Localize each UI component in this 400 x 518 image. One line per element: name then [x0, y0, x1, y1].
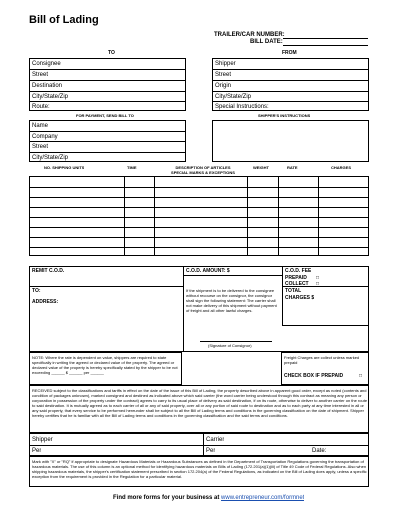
from-shipper-row[interactable] — [213, 59, 368, 69]
grid-row-line — [30, 237, 368, 238]
to-box — [29, 58, 186, 111]
from-special-row[interactable] — [213, 101, 368, 111]
to-city-row[interactable] — [30, 91, 185, 101]
remit-cod-label: REMIT C.O.D. — [32, 268, 65, 274]
pay-city-label: City/State/Zip — [32, 155, 69, 161]
grid-col-divider — [318, 177, 319, 255]
pay-street-label: Street — [32, 144, 49, 150]
note-box — [29, 352, 182, 385]
to-route-row[interactable] — [30, 101, 185, 111]
cod-hline — [282, 325, 369, 326]
pay-street-row[interactable] — [30, 141, 185, 152]
to-destination-label: Destination — [32, 83, 63, 89]
col-rate: RATE — [287, 165, 298, 170]
from-heading: FROM — [282, 50, 297, 56]
grid-row-line — [30, 197, 368, 198]
from-street-label: Street — [215, 72, 232, 78]
page-title: Bill of Lading — [29, 14, 99, 26]
from-origin-label: Origin — [215, 83, 232, 89]
consignor-text: If the shipment is to be delivered to the consignee without recourse on the consignor, the consignor shall sign the following statement: The carrier shall not make delivery of this shipment without payment of freight and all other lawful charges. — [186, 288, 277, 313]
freight-text: Freight Charges are collect unless marked prepaid — [284, 355, 360, 365]
col-description: DESCRIPTION OF ARTICLES SPECIAL MARKS & EXCEPTIONS — [171, 165, 235, 175]
grid-col-divider — [247, 177, 248, 255]
sig-hline — [30, 445, 368, 446]
per-shipper-label: Per — [32, 448, 42, 454]
col-units: NO. SHIPPING UNITS — [44, 165, 85, 170]
collect-checkbox[interactable]: □ — [316, 281, 320, 287]
grid-row-line — [30, 217, 368, 218]
check-box-prepaid-box[interactable]: □ — [359, 373, 363, 379]
footer — [113, 494, 304, 502]
signature-box — [29, 433, 369, 456]
cod-amount-label: C.O.D. AMOUNT: $ — [186, 268, 230, 274]
footer-link[interactable]: www.entrepreneur.com/formnet — [221, 495, 305, 501]
to-street-row[interactable] — [30, 69, 185, 80]
address-label: ADDRESS: — [32, 299, 59, 305]
to-heading: TO — [108, 50, 115, 56]
from-city-row[interactable] — [213, 91, 368, 101]
trailer-field[interactable] — [283, 38, 368, 39]
consignor-signature-line[interactable] — [200, 341, 272, 342]
carrier-sig-label: Carrier — [206, 437, 225, 443]
date-sig-label: Date: — [312, 448, 327, 454]
pay-company-label: Company — [32, 134, 58, 140]
to-label: TO: — [32, 288, 41, 294]
col-weight: WEIGHT — [253, 165, 269, 170]
shipper-instructions-heading: SHIPPER'S INSTRUCTIONS — [258, 113, 311, 118]
col-charges: CHARGES — [331, 165, 352, 170]
pay-city-row[interactable] — [30, 152, 185, 162]
footer-text: Find more forms for your business at — [113, 495, 222, 501]
payment-heading: FOR PAYMENT, SEND BILL TO — [76, 113, 134, 118]
col-time: TIME — [127, 165, 137, 170]
to-route-label: Route: — [32, 104, 50, 110]
to-consignee-row[interactable] — [30, 59, 185, 69]
grid-row-line — [30, 187, 368, 188]
trailer-label: TRAILER/CAR NUMBER: — [214, 32, 285, 38]
grid-row-line — [30, 247, 368, 248]
shipper-sig-label: Shipper — [32, 437, 53, 443]
collect-label: COLLECT — [285, 281, 309, 287]
cod-section — [29, 266, 369, 352]
from-shipper-label: Shipper — [215, 61, 236, 67]
per-carrier-label: Per — [206, 448, 216, 454]
received-text: RECEIVED subject to the classifications and tariffs in effect on the date of the issue of this Bill of Lading, the property described above in apparent good order, except as noted (contents and condition of packages unknown), marked consigned and destined as indicated above which said carrier (the word carrier being understood through this contract as meaning any person or corporation in possession of the property under the contract) agrees to carry to its usual place of delivery as said destination, if on its route, otherwise to deliver to another carrier on the route to said destination. It is mutually agreed as to each carrier of all or any of said property, over all or any portion of said route to destination and as to each party at any time interested in all or any said property, that every service to be performed hereunder shall be subject to all the Bill of Lading terms and conditions in the governing classification on the date of shipment. Shipper hereby certifies that he is familiar with all the Bill of Lading terms and conditions in the governing classification and the said terms and conditions. — [32, 388, 368, 418]
items-grid — [29, 176, 369, 256]
prepaid-label: PREPAID — [285, 275, 307, 281]
to-street-label: Street — [32, 72, 49, 78]
from-street-row[interactable] — [213, 69, 368, 80]
total-charges-label: TOTAL CHARGES $ — [285, 288, 315, 301]
cod-address-field[interactable] — [60, 289, 178, 319]
check-box-prepaid-label: CHECK BOX IF PREPAID — [284, 373, 344, 379]
to-consignee-label: Consignee — [32, 61, 61, 67]
date-label: BILL DATE: — [250, 39, 283, 45]
from-special-label: Special Instructions: — [215, 104, 269, 110]
consignor-signature-caption: (Signature of Consignor) — [208, 343, 252, 348]
prepaid-checkbox[interactable]: □ — [316, 275, 320, 281]
pay-company-row[interactable] — [30, 131, 185, 141]
grid-row-line — [30, 207, 368, 208]
from-city-label: City/State/Zip — [215, 94, 252, 100]
note-text: NOTE: Where the rate is dependent on value, shippers are required to state specifically in writing the agreed or declared value of the property. The agreed or declared value of the property is hereby specifically stated by the shipper to be not exceeding ______ $ ______ per ______ — [32, 355, 178, 375]
grid-row-line — [30, 227, 368, 228]
cod-hline — [183, 275, 282, 276]
to-destination-row[interactable] — [30, 80, 185, 91]
cod-divider — [282, 267, 283, 325]
shipper-instructions-box[interactable] — [212, 120, 369, 162]
cod-hline — [30, 286, 183, 287]
to-city-label: City/State/Zip — [32, 94, 69, 100]
date-field[interactable] — [283, 45, 368, 46]
received-box — [29, 385, 369, 433]
from-box — [212, 58, 369, 111]
hazmat-box — [29, 456, 369, 487]
freight-box — [281, 352, 369, 385]
grid-col-divider — [278, 177, 279, 255]
payment-box — [29, 120, 186, 162]
hazmat-text: Mark with "X" or "RQ" if appropriate to designate Hazardous Materials or Hazardous Substances as defined in the Department of Transportation Regulations governing the transportation of hazardous materials. The use of this column is an optional method for identifying hazardous materials on Bills of Lading (172.201(a)(1)(iii) of Title 49 Code of Federal Regulations. Also when shipping hazardous materials, the shipper's certification statement prescribed in section 172.204(a) of the Federal Regulations, as indicated on the Bill of Lading does apply, unless a specific exception from the requirement is provided in the Regulation for a particular material. — [32, 459, 367, 479]
cod-divider — [183, 267, 184, 351]
pay-name-row[interactable] — [30, 121, 185, 131]
pay-name-label: Name — [32, 123, 49, 129]
grid-col-divider — [124, 177, 125, 255]
cod-fee-label: C.O.D. FEE — [285, 268, 312, 274]
grid-col-divider — [154, 177, 155, 255]
from-origin-row[interactable] — [213, 80, 368, 91]
